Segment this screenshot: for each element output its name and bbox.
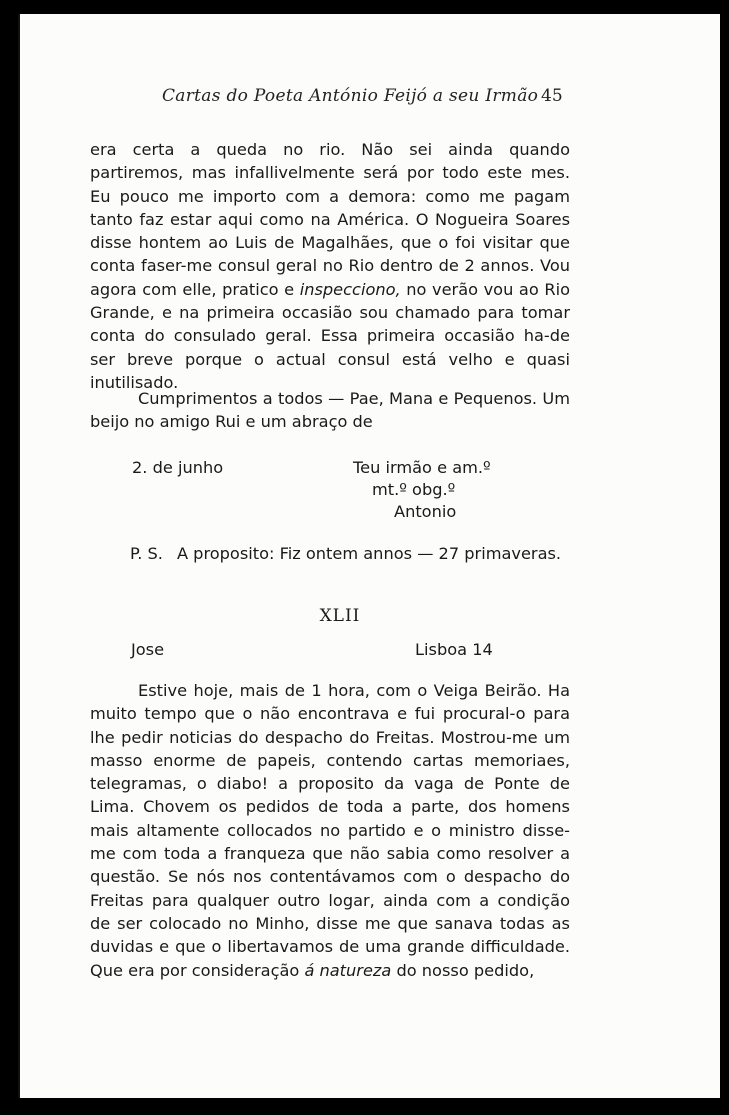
letter-salutation: Jose: [131, 640, 165, 659]
italic-word: inspecciono,: [299, 279, 401, 299]
letter-date: 2. de junho: [132, 458, 224, 477]
letter-2-paragraph-1: [90, 679, 570, 982]
letter-paragraph-2: Cumprimentos a todos — Pae, Mana e Pequenos. Um beijo no amigo Rui e um abraço de: [90, 389, 570, 432]
page-header: [20, 86, 720, 116]
letter-place-date: Lisboa 14: [415, 640, 493, 659]
signature-line-1: Teu irmão e am.º: [353, 458, 491, 477]
letter-closing: [20, 456, 720, 536]
letter-paragraph-1: [90, 138, 570, 394]
page-number: 45: [541, 86, 563, 106]
running-title: Cartas do Poeta António Feijó a seu Irmão: [162, 86, 539, 106]
italic-phrase: á natureza: [304, 960, 392, 980]
paragraph-1-text: era certa a queda no rio. Não sei ainda quando partiremos, mas infallivelmente será por todo este mes. Eu pouco me importo com a demora: como me pagam tanto faz estar aqui como na América. O Nogueira Soares disse hontem ao Luis de Magalhães, que o foi visitar que conta faser-me consul geral no Rio dentro de 2 annos. Vou agora com elle, pratico e: [90, 140, 570, 299]
signature-name: Antonio: [394, 502, 457, 521]
book-page: [18, 14, 720, 1098]
paragraph-text: Estive hoje, mais de 1 hora, com o Veiga Beirão. Ha muito tempo que o não encontrava e fui procural-o para lhe pedir noticias do despacho do Freitas. Mostrou-me um masso enorme de papeis, contendo cartas memoriaes, telegramas, o diabo! a proposito da vaga de Ponte de Lima. Chovem os pedidos de toda a parte, dos homens mais altamente collocados no partido e o ministro disse-me com toda a franqueza que não sabia como resolver a questão. Se nós nos contentávamos com o despacho do Freitas para qualquer outro logar, ainda com a condição de ser colocado no Minho, disse me que sanava todas as duvidas e que o libertavamos de uma grande difficuldade. Que era por consideração: [90, 681, 570, 980]
signature-line-2: mt.º obg.º: [372, 480, 456, 499]
paragraph-1-text-end: no verão vou ao Rio Grande, e na primeira occasião sou chamado para tomar conta do consulado geral. Essa primeira occasião ha-de ser breve porque o actual consul está velho e quasi inutilisado.: [90, 279, 570, 392]
letter-number-heading: XLII: [319, 606, 361, 626]
postscript-text: A proposito: Fiz ontem annos — 27 primaveras.: [176, 544, 562, 563]
postscript: [130, 544, 561, 563]
postscript-label: P. S.: [130, 544, 163, 563]
paragraph-text-end: do nosso pedido,: [391, 960, 535, 980]
